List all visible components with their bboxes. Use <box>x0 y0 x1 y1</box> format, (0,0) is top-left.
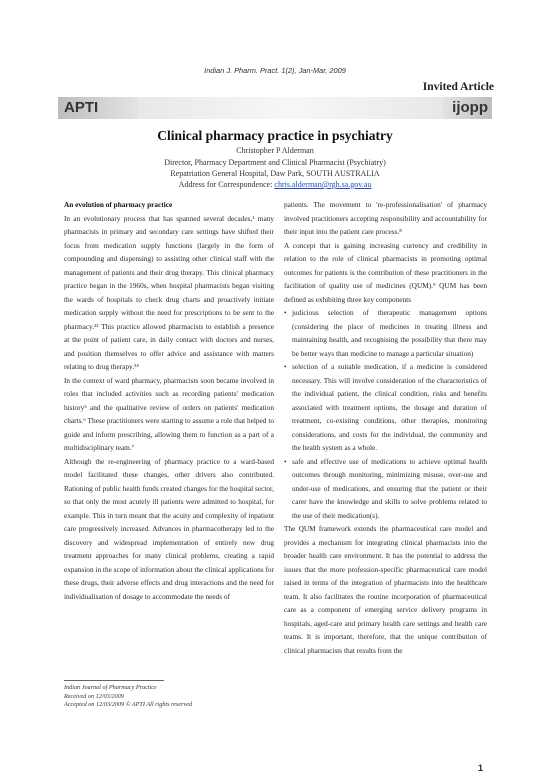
list-item <box>284 360 487 455</box>
bullet-icon: • <box>284 456 287 466</box>
article-title: Clinical pharmacy practice in psychiatry <box>157 128 393 143</box>
list-item <box>284 306 487 360</box>
page-number: 1 <box>478 763 484 773</box>
correspondence-label: Address for Correspondence: <box>178 180 275 189</box>
apti-logo-text: APTI <box>64 99 99 116</box>
author-name: Christopher P Alderman <box>236 146 314 155</box>
ijopp-logo-text: ijopp <box>452 99 488 116</box>
paragraph: Although the re-engineering of pharmacy practice to a ward-based model facilitated these changes, other drivers also contributed. Rationing of public health funds created changes for the hospital sector, so that only the most acutely ill patients were admitted to hospital, for example. This in turn meant that the acuity and complexity of inpatient care progressively increased. Advances in pharmacotherapy led to the discovery and widespread implementation of entirely new drug treatment approaches for many clinical problems, creating a rapid expansion in the scope of information about the clinical applications for these drugs, their adverse effects and drug interactions and the need for individualisation of dosage to accommodate the needs of <box>64 456 274 601</box>
apti-logo <box>58 97 138 119</box>
footnote-divider <box>64 680 164 681</box>
bullet-icon: • <box>284 362 287 371</box>
list-item-text: safe and effective use of medications to achieve optimal health outcomes through monitoring, minimizing misuse, over-use and under-use of medications, and ensuring that the patient or their carer have the knowledge and skills to solve problems related to the use of their medication(s). <box>292 456 487 520</box>
footnote-accepted: Accepted on 12/03/2009 © APTI All rights reserved <box>64 701 193 708</box>
paragraph: In an evolutionary process that has spanned several decades,¹ many pharmacists in primary and secondary care settings have shifted their focus from medication supply functions (largely in the form of compounding and dispensing) to assisting other clinical staff with the management of patients and their drug therapy. This clinical pharmacy practice began in the 1960s, when hospital pharmacists began visiting the wards of hospitals to check drug charts and proactively initiate medication supply without the need for prescriptions to be sent to the pharmacy.²³ This practice allowed pharmacists to establish a presence at the point of patient care, in daily contact with doctors and nurses, and position themselves to offer advice and assistance with matters relating to drug therapy.³⁴ <box>64 213 274 371</box>
affiliation-line-1: Director, Pharmacy Department and Clinical Pharmacist (Psychiatry) <box>164 158 386 167</box>
section-heading: An evolution of pharmacy practice <box>64 200 173 209</box>
article-type-label: Invited Article <box>422 81 494 93</box>
journal-citation: Indian J. Pharm. Pract. 1(2), Jan-Mar, 2009 <box>204 66 346 75</box>
footnote-journal: Indian Journal of Pharmacy Practice <box>64 684 157 691</box>
paragraph: In the context of ward pharmacy, pharmacists soon became involved in roles that included activities such as recording patients' medication history⁵ and the qualitative review of orders on patients' medication charts.⁶ These practitioners were starting to assume a role that helped to guide and inform prescribing, allowing them to function as a part of a multidisciplinary team.⁷ <box>64 375 274 452</box>
correspondence-email-link[interactable]: chris.alderman@rgh.sa.gov.au <box>274 180 372 189</box>
left-column <box>64 198 274 603</box>
banner-gradient <box>138 97 442 119</box>
footnote-received: Received on 12/03/2009 <box>64 692 124 700</box>
list-item-text: selection of a suitable medication, if a medicine is considered necessary. This will involve consideration of the characteristics of the individual patient, the clinical condition, risks and benefits associated with treatment options, the dosage and duration of treatment, co-existing conditions, other therapies, monitoring considerations, and costs for the individual, the community and the health system as a whole. <box>292 362 487 452</box>
paragraph: A concept that is gaining increasing currency and credibility in relation to the role of clinical pharmacists in promoting optimal outcomes for patients is the contribution of these practitioners in the facilitation of quality use of medicines (QUM).⁹ QUM has been defined as exhibiting three key components <box>284 240 487 304</box>
paragraph: patients. The movement to 're-professionalisation' of pharmacy involved practitioners accepting responsibility and accountability for their input into the patient care process.⁸ <box>284 200 487 236</box>
affiliation-line-2: Repatriation General Hospital, Daw Park, SOUTH AUSTRALIA <box>170 169 380 178</box>
ijopp-logo <box>442 97 492 119</box>
bullet-icon: • <box>284 308 287 317</box>
list-item <box>284 455 487 523</box>
list-item-text: judicious selection of therapeutic management options (considering the place of medicines in treating illness and maintaining health, and recognising the possibility that there may be better ways than medicine to manage a particular situation) <box>292 308 487 358</box>
paragraph: The QUM framework extends the pharmaceutical care model and provides a mechanism for integrating clinical pharmacists into the broader health care environment. It has the potential to address the issues that the more profession-specific pharmaceutical care model raised in terms of the integration of pharmacists into the healthcare team. It also facilitates the routine incorporation of pharmaceutical care as a component of emerging service delivery programs in hospitals, aged-care and primary health care settings and health care teams. It is important, therefore, that the unique contribution of clinical pharmacists that results from the <box>284 524 487 655</box>
journal-banner <box>58 97 492 119</box>
correspondence-line <box>0 180 550 189</box>
right-column <box>284 198 487 657</box>
footnote <box>64 684 192 710</box>
